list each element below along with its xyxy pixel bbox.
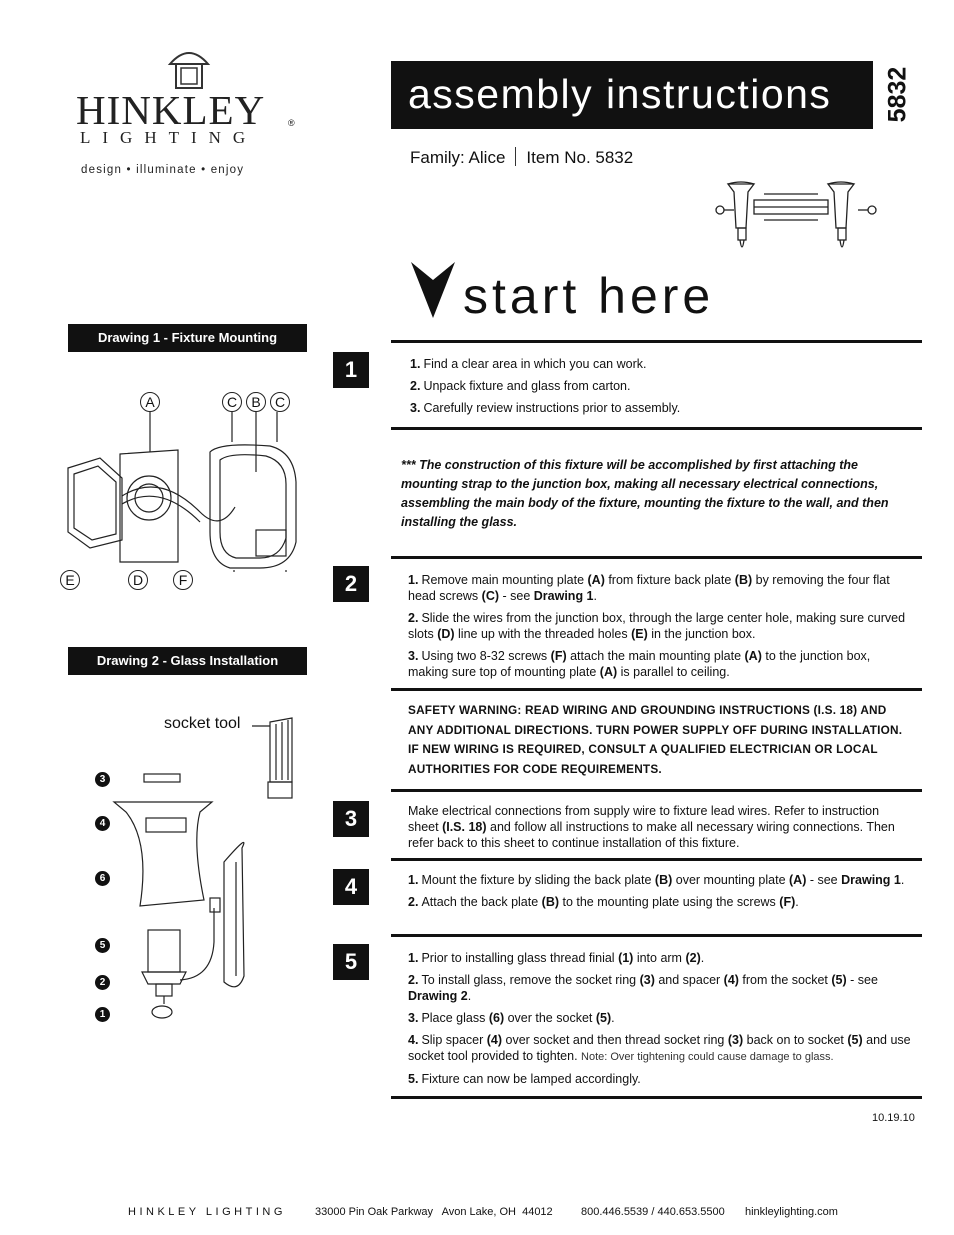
footer-company: HINKLEY LIGHTING	[128, 1206, 286, 1218]
callout-b: B	[246, 392, 266, 412]
callout-2: 2	[95, 975, 110, 990]
family-item-line	[410, 147, 633, 168]
rule	[391, 556, 922, 559]
step5-item: 5. Fixture can now be lamped accordingly.	[408, 1072, 641, 1086]
revision-date: 10.19.10	[872, 1112, 915, 1124]
callout-1: 1	[95, 1007, 110, 1022]
construction-note: *** The construction of this fixture will be accomplished by first attaching the mounting strap to the junction box, making all necessary electrical connections, assembling the main body of the fixture, mounting the fixture to the wall, and then installing the glass.	[401, 458, 889, 529]
callout-d: D	[128, 570, 148, 590]
step-number-4: 4	[333, 869, 369, 905]
item-label: Item No. 5832	[526, 148, 634, 167]
arrow-down-icon	[409, 260, 459, 320]
glass-installation-drawing	[100, 712, 310, 1032]
step1-item: 3. Carefully review instructions prior to assembly.	[410, 401, 681, 415]
step-number-1: 1	[333, 352, 369, 388]
brand-name: HINKLEY	[76, 87, 266, 133]
drawing2-label: Drawing 2 - Glass Installation	[68, 647, 307, 675]
brand-subtitle: LIGHTING	[80, 128, 258, 147]
step1-item: 1. Find a clear area in which you can work.	[410, 357, 647, 371]
step-number-5: 5	[333, 944, 369, 980]
step3-text: Make electrical connections from supply wire to fixture lead wires. Refer to instruction sheet (I.S. 18) and follow all instructions to make all necessary wiring connections. Then refer back to this sheet to continue installation of this fixture.	[408, 804, 895, 850]
callout-f: F	[173, 570, 193, 590]
step5-item: 2. To install glass, remove the socket ring (3) and spacer (4) from the socket (5) - see Drawing 2.	[408, 973, 878, 1003]
step4-item: 2. Attach the back plate (B) to the mounting plate using the screws (F).	[408, 895, 799, 909]
family-label: Family: Alice	[410, 148, 506, 167]
callout-c-2: C	[270, 392, 290, 412]
step4-list	[408, 872, 910, 916]
footer-address: 33000 Pin Oak Parkway Avon Lake, OH 44012	[315, 1206, 553, 1218]
step5-item: 1. Prior to installing glass thread finial (1) into arm (2).	[408, 951, 705, 965]
step4-item: 1. Mount the fixture by sliding the back plate (B) over mounting plate (A) - see Drawing 1.	[408, 873, 905, 887]
callout-4: 4	[95, 816, 110, 831]
callout-c: C	[222, 392, 242, 412]
safety-warning: SAFETY WARNING: READ WIRING AND GROUNDING INSTRUCTIONS (I.S. 18) AND ANY ADDITIONAL DIRECTIONS. TURN POWER SUPPLY OFF DURING INSTALLATION. IF NEW WIRING IS REQUIRED, CONSULT A QUALIFIED ELECTRICIAN OR LOCAL AUTHORITIES FOR CODE REQUIREMENTS.	[408, 703, 903, 776]
item-number-vertical: 5832	[883, 66, 912, 123]
registered-mark: ®	[288, 118, 295, 128]
page-title: assembly instructions	[408, 71, 832, 117]
callout-6: 6	[95, 871, 110, 886]
start-here-heading: start here	[463, 268, 715, 324]
fixture-illustration	[714, 180, 878, 260]
step2-item: 1. Remove main mounting plate (A) from fixture back plate (B) by removing the four flat head screws (C) - see Drawing 1.	[408, 573, 890, 603]
brand-tagline: design • illuminate • enjoy	[81, 164, 245, 176]
rule	[391, 688, 922, 691]
rule	[391, 934, 922, 937]
footer-website-link[interactable]: hinkleylighting.com	[745, 1206, 838, 1218]
callout-3: 3	[95, 772, 110, 787]
step5-item: 4. Slip spacer (4) over socket and then thread socket ring (3) back on to socket (5) and use socket tool provided to tighten. Note: Over tightening could cause damage to glass.	[408, 1033, 911, 1063]
callout-a: A	[140, 392, 160, 412]
step2-list	[408, 572, 910, 686]
callout-e: E	[60, 570, 80, 590]
rule	[391, 427, 922, 430]
step-number-3: 3	[333, 801, 369, 837]
step1-item: 2. Unpack fixture and glass from carton.	[410, 379, 631, 393]
rule	[391, 789, 922, 792]
rule	[391, 340, 922, 343]
callout-5: 5	[95, 938, 110, 953]
step2-item: 2. Slide the wires from the junction box, through the large center hole, making sure curved slots (D) line up with the threaded holes (E) in the junction box.	[408, 611, 906, 641]
divider	[515, 147, 516, 166]
footer-phone: 800.446.5539 / 440.653.5500	[581, 1206, 725, 1218]
fixture-mounting-drawing	[60, 412, 310, 572]
step1-list	[410, 356, 910, 422]
drawing1-label: Drawing 1 - Fixture Mounting	[68, 324, 307, 352]
socket-tool-label: socket tool	[164, 715, 241, 732]
lantern-logo-icon	[164, 44, 214, 90]
step2-item: 3. Using two 8-32 screws (F) attach the main mounting plate (A) to the junction box, making sure top of mounting plate (A) is parallel to ceiling.	[408, 649, 871, 679]
rule	[391, 858, 922, 861]
title-bar	[391, 61, 873, 129]
step5-item: 3. Place glass (6) over the socket (5).	[408, 1011, 615, 1025]
over-tightening-note: Note: Over tightening could cause damage to glass.	[581, 1051, 834, 1063]
step-number-2: 2	[333, 566, 369, 602]
step5-list	[408, 950, 913, 1093]
rule	[391, 1096, 922, 1099]
